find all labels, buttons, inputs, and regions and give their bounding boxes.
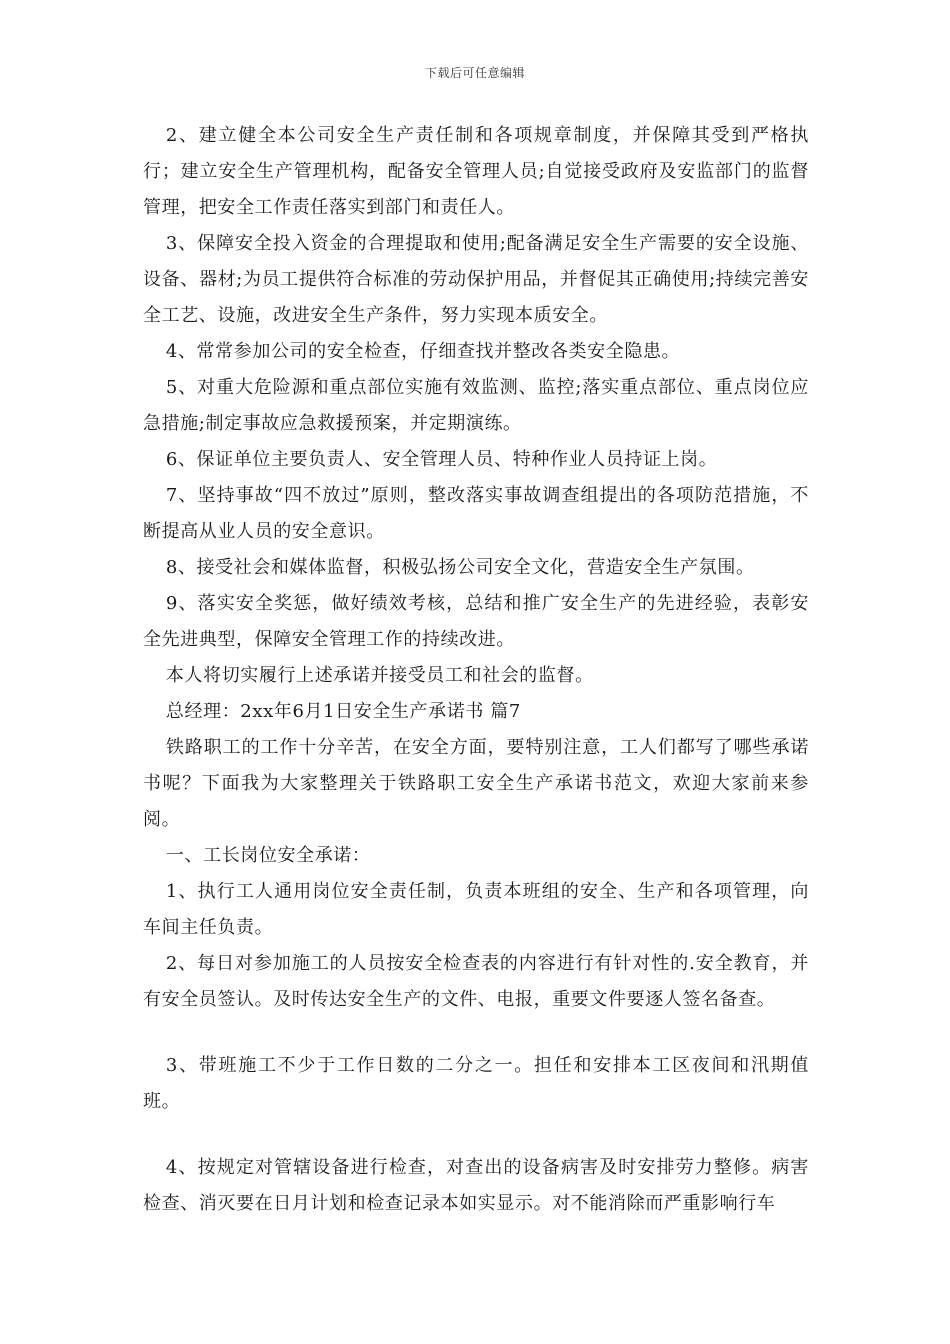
paragraph-item-2-responsibility: 2、建立健全本公司安全生产责任制和各项规章制度，并保障其受到严格执行；建立安全生产管理机构，配备安全管理人员;自觉接受政府及安监部门的监督管理，把安全工作责任落实到部门和责任人。 [143, 125, 809, 218]
paragraph-foreman-item-1: 1、执行工人通用岗位安全责任制，负责本班组的安全、生产和各项管理，向车间主任负责。 [143, 881, 809, 938]
paragraph-item-8-supervision: 8、接受社会和媒体监督，积极弘扬公司安全文化，营造安全生产氛围。 [165, 557, 755, 578]
paragraph-intro: 铁路职工的工作十分辛苦，在安全方面，要特别注意，工人们都写了哪些承诺书呢？下面我为大家整理关于铁路职工安全生产承诺书范文，欢迎大家前来参阅。 [143, 737, 809, 830]
paragraph-foreman-item-2: 2、每日对参加施工的人员按安全检查表的内容进行有针对性的.安全教育，并有安全员签认。及时传达安全生产的文件、电报，重要文件要逐人签名备查。 [143, 953, 809, 1010]
paragraph-item-7-accident-principle: 7、坚持事故“四不放过”原则，整改落实事故调查组提出的各项防范措施，不断提高从业人员的安全意识。 [143, 485, 809, 542]
paragraph-foreman-item-3: 3、带班施工不少于工作日数的二分之一。担任和安排本工区夜间和汛期值班。 [143, 1055, 809, 1112]
section-heading: 一、工长岗位安全承诺： [165, 845, 371, 866]
paragraph-item-4-inspection: 4、常常参加公司的安全检查，仔细查找并整改各类安全隐患。 [165, 341, 681, 362]
paragraph-item-6-certification: 6、保证单位主要负责人、安全管理人员、特种作业人员持证上岗。 [165, 449, 718, 470]
paragraph-commitment: 本人将切实履行上述承诺并接受员工和社会的监督。 [165, 665, 594, 686]
paragraph-item-9-rewards: 9、落实安全奖惩，做好绩效考核，总结和推广安全生产的先进经验，表彰安全先进典型，保障安全管理工作的持续改进。 [143, 593, 809, 650]
paragraph-item-3-investment: 3、保障安全投入资金的合理提取和使用;配备满足安全生产需要的安全设施、设备、器材;为员工提供符合标准的劳动保护用品，并督促其正确使用;持续完善安全工艺、设施，改进安全生产条件，努力实现本质安全。 [143, 233, 809, 326]
paragraph-item-5-hazard-monitoring: 5、对重大危险源和重点部位实施有效监测、监控;落实重点部位、重点岗位应急措施;制定事故应急救援预案，并定期演练。 [143, 377, 809, 434]
document-body [143, 118, 809, 1222]
paragraph-signature-line: 总经理：2xx年6月1日安全生产承诺书 篇7 [165, 701, 521, 722]
paragraph-foreman-item-4: 4、按规定对管辖设备进行检查，对查出的设备病害及时安排劳力整修。病害检查、消灭要在日月计划和检查记录本如实显示。对不能消除而严重影响行车 [143, 1157, 809, 1214]
page-header: 下载后可任意编辑 [424, 66, 525, 80]
